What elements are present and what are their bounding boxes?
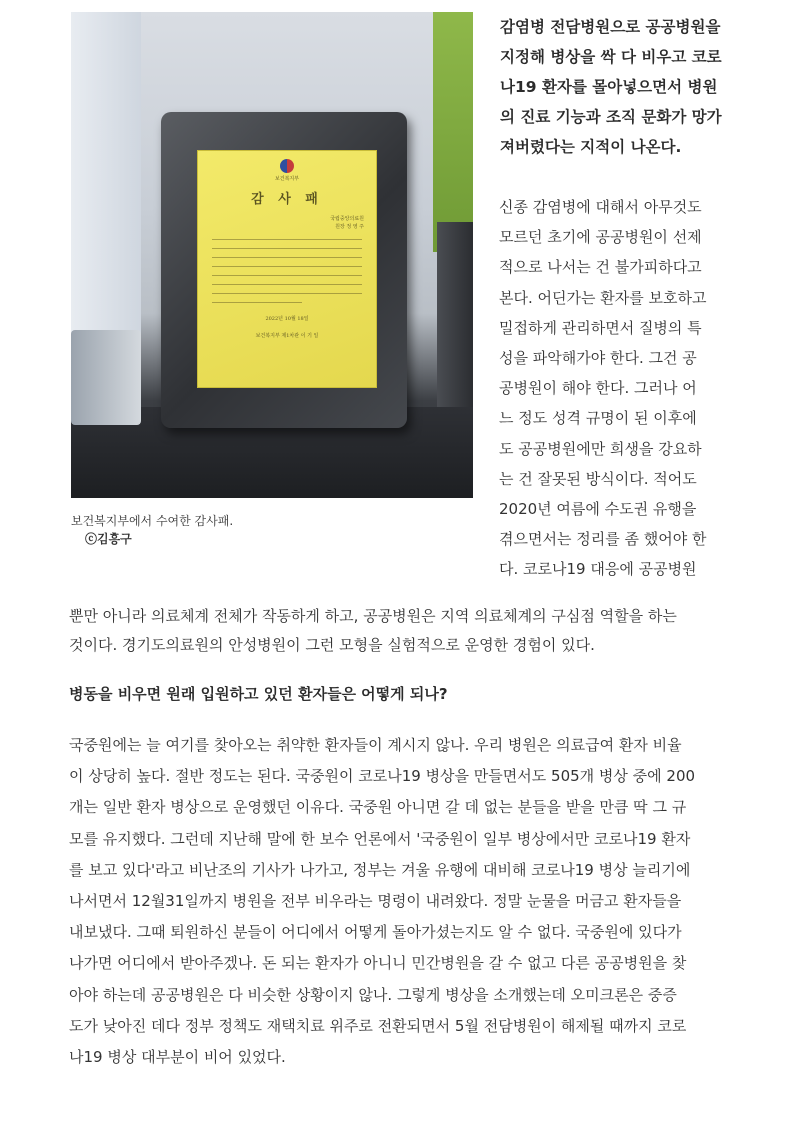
text-line: 밀접하게 관리하면서 질병의 특 [499, 318, 702, 337]
text-line: 개는 일반 환자 병상으로 운영했던 이유다. 국중원 아니면 갈 데 없는 분들을 받을 만큼 딱 그 규 [69, 798, 687, 817]
text-line: 신종 감염병에 대해서 아무것도 [499, 198, 702, 216]
window-foliage [433, 12, 473, 252]
lead-paragraph: 감염병 전담병원으로 공공병원을 지정해 병상을 싹 다 비우고 코로나19 환자를 몰아넣으면서 병원의 진료 기능과 조직 문화가 망가져버렸다는 지적이 나온다. [500, 18, 722, 156]
glass-object [71, 330, 141, 425]
photo-credit: ⓒ김흥구 [85, 532, 132, 546]
government-emblem-icon [280, 159, 294, 173]
text-line: 본다. 어딘가는 환자를 보호하고 [499, 288, 707, 307]
text-line: 느 정도 성격 규명이 된 이후에 [499, 409, 697, 428]
text-line: 공병원이 해야 한다. 그러나 어 [499, 379, 697, 398]
text-line: 모르던 초기에 공공병원이 선제 [499, 228, 702, 247]
interview-question: 병동을 비우면 원래 입원하고 있던 환자들은 어떻게 되나? [69, 685, 448, 703]
text-line: 국중원에는 늘 여기를 찾아오는 취약한 환자들이 계시지 않나. 우리 병원은 의료급여 환자 비율 [69, 736, 682, 754]
text-line: 아야 하는데 공공병원은 다 비슷한 상황이지 않나. 그렇게 병상을 소개했는데 오미크론은 중증 [69, 985, 677, 1004]
text-line: 도가 낮아진 데다 정부 정책도 재택치료 위주로 전환되면서 5월 전담병원이 해제될 때까지 코로 [69, 1016, 687, 1035]
plaque-signer: 보건복지부 제1차관 이 기 일 [255, 333, 319, 339]
continued-paragraph [69, 602, 724, 660]
text-line: 이 상당히 높다. 절반 정도는 된다. 국중원이 코로나19 병상을 만들면서도 505개 병상 중에 200 [69, 767, 696, 786]
plaque-face [197, 150, 377, 388]
text-line: 를 보고 있다'라고 비난조의 기사가 나가고, 정부는 겨울 유행에 대비해 코로나19 병상 늘리기에 [69, 860, 691, 879]
text-line: 나서면서 12월31일까지 병원을 전부 비우라는 명령이 내려왔다. 정말 눈물을 머금고 환자들을 [69, 892, 682, 911]
text-line: 내보냈다. 그때 퇴원하신 분들이 어디에서 어떻게 돌아가셨는지도 알 수 없다. 국중원에 있다가 [69, 923, 682, 942]
plaque-date: 2022년 10월 18일 [265, 316, 309, 322]
text-line: 도 공공병원에만 희생을 강요하 [499, 439, 702, 458]
text-line: 는 건 잘못된 방식이다. 적어도 [499, 469, 697, 488]
text-line: 뿐만 아니라 의료체계 전체가 작동하게 하고, 공공병원은 지역 의료체계의 구심점 역할을 하는 [69, 607, 677, 625]
text-line: 것이다. 경기도의료원의 안성병원이 그런 모형을 실험적으로 운영한 경험이 있다. [69, 636, 595, 654]
plaque-title: 감 사 패 [251, 192, 323, 207]
plaque-frame [161, 112, 407, 428]
plaque-org: 보건복지부 [274, 176, 300, 182]
text-line: 2020년 여름에 수도권 유행을 [499, 500, 697, 519]
text-line: 다. 코로나19 대응에 공공병원 [499, 560, 697, 579]
text-line: 나19 병상 대부분이 비어 있었다. [69, 1048, 286, 1067]
interview-answer [69, 730, 729, 1073]
text-line: 모를 유지했다. 그런데 지난해 말에 한 보수 언론에서 '국중원이 일부 병상에서만 코로나19 환자 [69, 829, 691, 848]
text-line: 나가면 어디에서 받아주겠나. 돈 되는 환자가 아니니 민간병원을 갈 수 없고 다른 공공병원을 찾 [69, 954, 687, 973]
plaque-recipient: 국립중앙의료원 원장 정 영 주 [330, 216, 364, 230]
caption-text: 보건복지부에서 수여한 감사패. [71, 514, 234, 528]
window-background [71, 12, 141, 342]
award-plaque-photo [71, 12, 473, 498]
plaque-body-text [212, 239, 362, 307]
photo-caption [71, 512, 233, 548]
text-line: 성을 파악해가야 한다. 그건 공 [499, 349, 697, 368]
text-line: 적으로 나서는 건 불가피하다고 [499, 258, 702, 277]
side-paragraph [499, 192, 715, 585]
text-line: 겪으면서는 정리를 좀 했어야 한 [499, 530, 707, 549]
